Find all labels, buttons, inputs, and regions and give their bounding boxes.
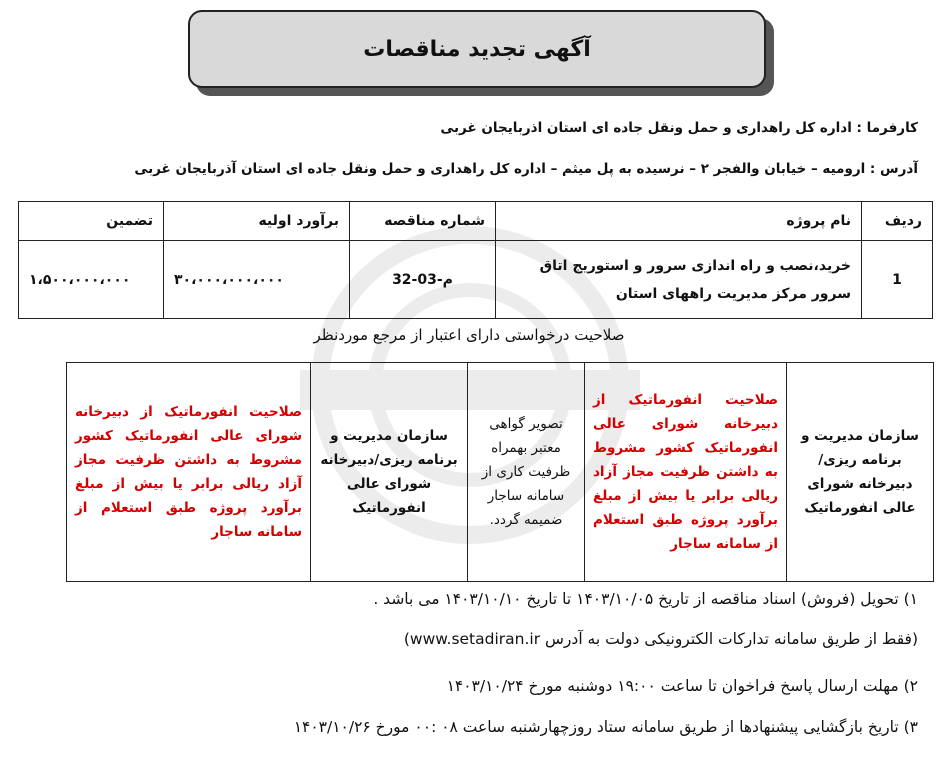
header-estimate: برآورد اولیه (164, 202, 350, 241)
qualification-table (66, 362, 934, 582)
header-guarantee: تضمین (19, 202, 164, 241)
header-tender-no: شماره مناقصه (350, 202, 496, 241)
qualification-row (67, 363, 934, 582)
header-row-no: ردیف (862, 202, 933, 241)
cell-project-name: خرید،نصب و راه اندازی سرور و استوریج اتاق سرور مرکز مدیریت راههای استان (496, 241, 862, 319)
condition-1-note: (فقط از طریق سامانه تدارکات الکترونیکی دولت به آدرس www.setadiran.ir) (403, 630, 918, 648)
cell-requirement-1: صلاحیت انفورماتیک از دبیرخانه شورای عالی انفورماتیک کشور مشروط به داشتن ظرفیت مجاز آزاد ریالی برابر یا بیش از مبلغ برآورد پروژه طبق استعلام از سامانه ساجار (585, 363, 787, 582)
title-box (188, 10, 766, 88)
cell-estimate: ۳۰،۰۰۰،۰۰۰،۰۰۰ (164, 241, 350, 319)
condition-3: ۳) تاریخ بازگشایی پیشنهادها از طریق سامانه ستاد روزچهارشنبه ساعت ۰۸ :۰۰ مورخ ۱۴۰۳/۱۰/۲۶ (293, 718, 918, 736)
cell-requirement-2: صلاحیت انفورماتیک از دبیرخانه شورای عالی انفورماتیک کشور مشروط به داشتن ظرفیت مجاز آزاد ریالی برابر یا بیش از مبلغ برآورد پروژه طبق استعلام از سامانه ساجار (67, 363, 311, 582)
header-project-name: نام پروژه (496, 202, 862, 241)
table-row (19, 241, 933, 319)
employer-line: کارفرما : اداره کل راهداری و حمل ونقل جاده ای استان اذربایجان غربی (440, 120, 918, 136)
qualification-caption: صلاحیت درخواستی دارای اعتبار از مرجع موردنظر (313, 326, 625, 344)
page-title: آگهی تجدید مناقصات (363, 36, 591, 62)
cell-authority-1: سازمان مدیریت و برنامه ریزی/دبیرخانه شورای عالی انفورماتیک (787, 363, 934, 582)
condition-2: ۲) مهلت ارسال پاسخ فراخوان تا ساعت ۱۹:۰۰ دوشنبه مورخ ۱۴۰۳/۱۰/۲۴ (446, 677, 918, 695)
project-table (18, 201, 933, 319)
cell-authority-2: سازمان مدیریت و برنامه ریزی/دبیرخانه شورای عالی انفورماتیک (311, 363, 468, 582)
condition-1: ۱) تحویل (فروش) اسناد مناقصه از تاریخ ۱۴۰۳/۱۰/۰۵ تا تاریخ ۱۴۰۳/۱۰/۱۰ می باشد . (373, 590, 918, 608)
cell-guarantee: ۱،۵۰۰،۰۰۰،۰۰۰ (19, 241, 164, 319)
address-line: آدرس : ارومیه – خیابان والفجر ۲ – نرسیده به پل میثم – اداره کل راهداری و حمل ونقل جاده ای استان آذربایجان غربی (134, 161, 918, 177)
cell-tender-no: 32-م-03 (350, 241, 496, 319)
cell-certificate: تصویر گواهی معتبر بهمراه ظرفیت کاری از سامانه ساجار ضمیمه گردد. (468, 363, 585, 582)
table-header-row (19, 202, 933, 241)
cell-row-no: 1 (862, 241, 933, 319)
